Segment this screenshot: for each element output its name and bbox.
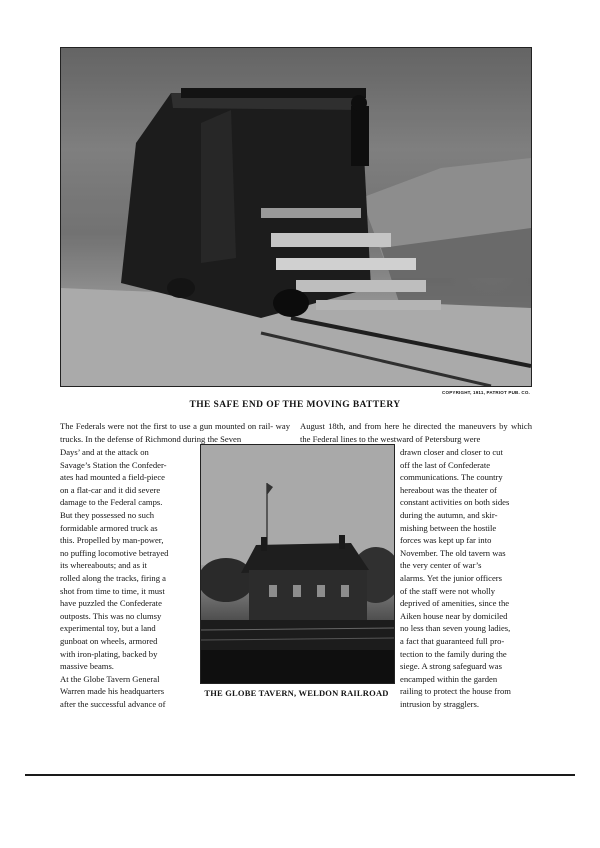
page-rule xyxy=(25,774,575,776)
text-line: communications. The country xyxy=(400,472,503,483)
text-line: its whereabouts; and as it xyxy=(60,560,147,571)
text-line: constant activities on both sides xyxy=(400,497,510,508)
text-line: tection to the family during the xyxy=(400,648,507,659)
caption-globe-tavern: THE GLOBE TAVERN, WELDON RAILROAD xyxy=(204,688,389,698)
text-line: Savage’s Station the Confeder- xyxy=(60,459,167,470)
text-line: forces was kept up far into xyxy=(400,535,492,546)
photo-globe-tavern xyxy=(200,444,395,684)
text-line: shot from time to time, it must xyxy=(60,585,165,596)
text-line: outposts. This was no clumsy xyxy=(60,610,162,621)
text-line: intrusion by stragglers. xyxy=(400,698,480,709)
text-line: rolled along the tracks, firing a xyxy=(60,572,166,583)
text-line: railing to protect the house from xyxy=(400,686,511,697)
text-line: At the Globe Tavern General xyxy=(60,673,160,684)
text-line: Days’ and at the attack on xyxy=(60,447,149,457)
text-line: gunboat on wheels, armored xyxy=(60,635,158,646)
text-line: Warren made his headquarters xyxy=(60,686,165,697)
text-line: on a flat-car and it did severe xyxy=(60,484,161,495)
text-line: Aiken house near by domiciled xyxy=(400,610,508,621)
text-line: ates had mounted a field-piece xyxy=(60,472,165,483)
text-line: hereabout was the theater of xyxy=(400,484,497,495)
text-line: during the autumn, and skir- xyxy=(400,509,498,520)
text-line: off the last of Confederate xyxy=(400,459,491,470)
text-line: this. Propelled by man-power, xyxy=(60,535,164,546)
intro-text-right: August 18th, and from here he directed the maneuvers by which the Federal lines to the westward of Petersburg were xyxy=(300,421,532,444)
text-line: have puzzled the Confederate xyxy=(60,598,162,609)
text-line: encamped within the garden xyxy=(400,673,498,684)
text-line: damage to the Federal camps. xyxy=(60,497,163,508)
text-line: the very center of war’s xyxy=(400,560,482,571)
text-line: But they possessed no such xyxy=(60,509,155,520)
text-line: of the staff were not wholly xyxy=(400,585,496,596)
text-line: after the successful advance of xyxy=(60,698,166,709)
intro-text-left: The Federals were not the first to use a gun mounted on rail- way trucks. In the defense of Richmond during the Seven xyxy=(60,421,290,444)
text-line: formidable armored truck as xyxy=(60,522,158,533)
text-line: siege. A strong safeguard was xyxy=(400,661,502,672)
text-line: alarms. Yet the junior officers xyxy=(400,572,502,583)
text-line: drawn closer and closer to cut xyxy=(400,447,503,457)
caption-moving-battery: THE SAFE END OF THE MOVING BATTERY xyxy=(189,400,401,410)
left-column xyxy=(60,446,193,710)
text-line: experimental toy, but a land xyxy=(60,623,156,634)
text-line: no less than seven young ladies, xyxy=(400,623,511,634)
photo-moving-battery xyxy=(60,47,532,387)
text-line: deprived of amenities, since the xyxy=(400,598,510,609)
text-line: mishing between the hostile xyxy=(400,522,497,533)
text-line: no puffing locomotive betrayed xyxy=(60,547,169,558)
text-line: a fact that guaranteed full pro- xyxy=(400,635,505,646)
right-column xyxy=(400,446,532,710)
text-line: massive beams. xyxy=(60,661,114,672)
text-line: with iron-plating, backed by xyxy=(60,648,158,659)
text-line: November. The old tavern was xyxy=(400,547,506,558)
copyright-notice: COPYRIGHT, 1911, PATRIOT PUB. CO. xyxy=(442,390,530,395)
